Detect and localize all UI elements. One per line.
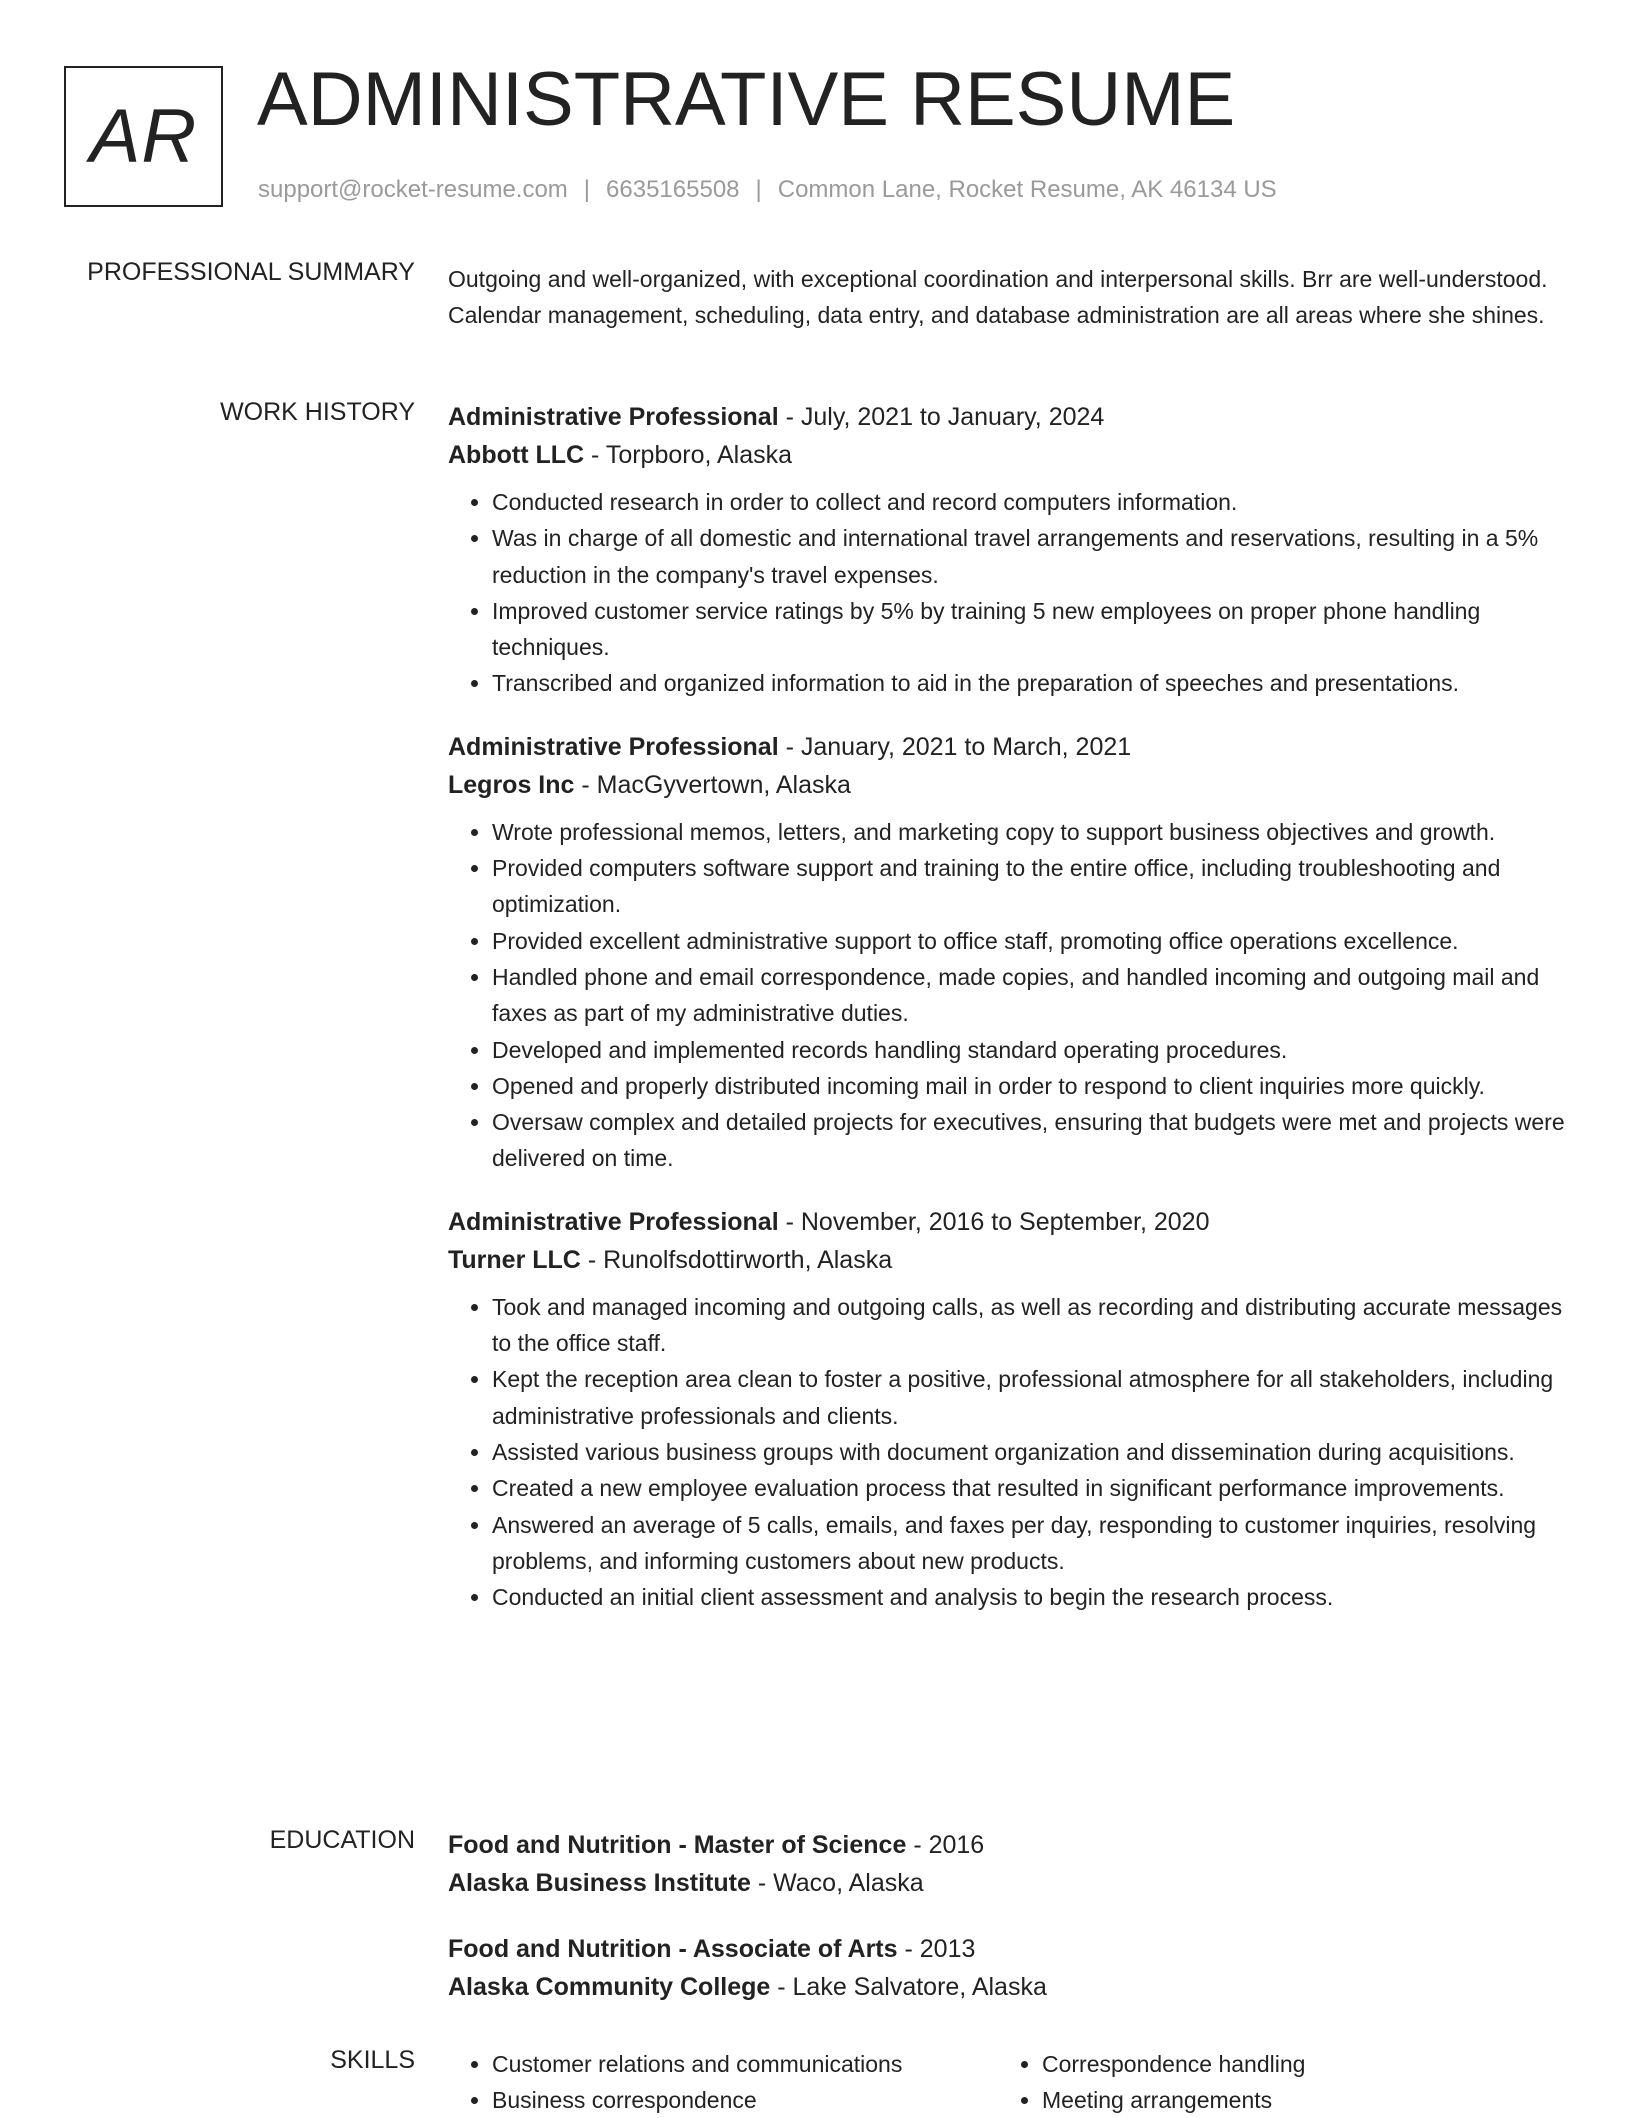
job-bullet: • Wrote professional memos, letters, and marketing copy to support business objectives and growth. (492, 814, 1566, 850)
job-location: - MacGyvertown, Alaska (574, 770, 851, 799)
job-bullet: • Improved customer service ratings by 5% by training 5 new employees on proper phone handling techniques. (492, 593, 1566, 666)
job-dates: - January, 2021 to March, 2021 (778, 732, 1132, 761)
section-label-skills: SKILLS (330, 2046, 415, 2074)
job-title-line (448, 1203, 1566, 1241)
school-location: - Waco, Alaska (750, 1869, 924, 1897)
job-bullet: • Assisted various business groups with document organization and dissemination during acquisitions. (492, 1434, 1566, 1470)
job-bullet: • Created a new employee evaluation process that resulted in significant performance improvements. (492, 1470, 1566, 1506)
job-bullet: • Conducted an initial client assessment and analysis to begin the research process. (492, 1579, 1566, 1615)
job-bullets (448, 484, 1566, 702)
job-location: - Runolfsdottirworth, Alaska (580, 1245, 893, 1274)
contact-phone[interactable]: 6635165508 (606, 176, 740, 203)
job-bullet: • Took and managed incoming and outgoing calls, as well as recording and distributing accurate messages to the office staff. (492, 1289, 1566, 1362)
job-bullet: • Developed and implemented records handling standard operating procedures. (492, 1032, 1566, 1068)
contact-separator: | (755, 176, 762, 203)
job-bullet: • Oversaw complex and detailed projects for executives, ensuring that budgets were met and projects were delivered on time. (492, 1104, 1566, 1177)
degree-name: Food and Nutrition - Master of Science (448, 1831, 907, 1859)
contact-email[interactable]: support@rocket-resume.com (258, 176, 568, 203)
job-title: Administrative Professional (448, 403, 779, 431)
summary-text: Outgoing and well-organized, with exceptional coordination and interpersonal skills. Brr are well-understood. Calendar management, scheduling, data entry, and database administration are all areas where she shines. (448, 266, 1548, 328)
job-bullet: • Opened and properly distributed incoming mail in order to respond to client inquiries more quickly. (492, 1068, 1566, 1104)
education-entry (448, 1826, 1566, 1902)
job-title-line (448, 398, 1566, 436)
job-bullets (448, 1289, 1566, 1616)
job-bullets (448, 814, 1566, 1177)
job-location: - Torpboro, Alaska (584, 441, 793, 469)
section-label-education: EDUCATION (269, 1826, 415, 1854)
job-company: Turner LLC (448, 1245, 581, 1274)
job-bullet: • Provided computers software support and training to the entire office, including troubleshooting and optimization. (492, 850, 1566, 923)
job-dates: - November, 2016 to September, 2020 (778, 1207, 1210, 1236)
job-title: Administrative Professional (448, 732, 779, 761)
contact-separator: | (583, 176, 591, 203)
school-name: Alaska Business Institute (448, 1869, 751, 1897)
job-bullet: • Conducted research in order to collect and record computers information. (492, 484, 1566, 520)
degree-name: Food and Nutrition - Associate of Arts (448, 1935, 898, 1963)
skill-item: • Correspondence handling (1042, 2046, 1548, 2082)
job-bullet: • Was in charge of all domestic and international travel arrangements and reservations, resulting in a 5% reduction in the company's travel expenses. (492, 520, 1566, 593)
school-location: - Lake Salvatore, Alaska (770, 1973, 1047, 2001)
degree-line (448, 1826, 1566, 1864)
job-company-line (448, 766, 1566, 804)
monogram-logo: AR (64, 66, 223, 207)
education-entry (448, 1930, 1566, 2006)
school-name: Alaska Community College (448, 1973, 771, 2001)
section-label-work-history: WORK HISTORY (220, 398, 415, 426)
school-line (448, 1864, 1566, 1902)
degree-line (448, 1930, 1566, 1968)
job-company-line (448, 436, 1566, 474)
degree-year: - 2016 (906, 1831, 985, 1859)
job-entry (448, 1203, 1566, 1616)
job-entry (448, 398, 1566, 702)
job-entry (448, 728, 1566, 1177)
skills-list-right (998, 2046, 1548, 2118)
skills-list-left (448, 2046, 998, 2118)
degree-year: - 2013 (897, 1935, 976, 1963)
job-title: Administrative Professional (448, 1207, 779, 1236)
job-bullet: • Kept the reception area clean to foster a positive, professional atmosphere for all stakeholders, including administrative professionals and clients. (492, 1361, 1566, 1434)
job-bullet: • Provided excellent administrative support to office staff, promoting office operations excellence. (492, 923, 1566, 959)
job-bullet: • Answered an average of 5 calls, emails, and faxes per day, responding to customer inquiries, resolving problems, and informing customers about new products. (492, 1507, 1566, 1580)
contact-line (258, 176, 1277, 204)
skill-item: • Meeting arrangements (1042, 2082, 1548, 2118)
job-company: Abbott LLC (448, 441, 585, 469)
job-company-line (448, 1241, 1566, 1279)
job-dates: - July, 2021 to January, 2024 (778, 403, 1105, 431)
skills-columns (448, 2046, 1566, 2118)
contact-address: Common Lane, Rocket Resume, AK 46134 US (777, 176, 1277, 203)
job-company: Legros Inc (448, 770, 575, 799)
resume-title: ADMINISTRATIVE RESUME (257, 57, 1236, 142)
skill-item: • Business correspondence (492, 2082, 998, 2118)
school-line (448, 1968, 1566, 2006)
section-label-summary: PROFESSIONAL SUMMARY (87, 258, 415, 286)
job-bullet: • Transcribed and organized information to aid in the preparation of speeches and presentations. (492, 665, 1566, 701)
job-bullet: • Handled phone and email correspondence, made copies, and handled incoming and outgoing mail and faxes as part of my administrative duties. (492, 959, 1566, 1032)
job-title-line (448, 728, 1566, 766)
skill-item: • Customer relations and communications (492, 2046, 998, 2082)
